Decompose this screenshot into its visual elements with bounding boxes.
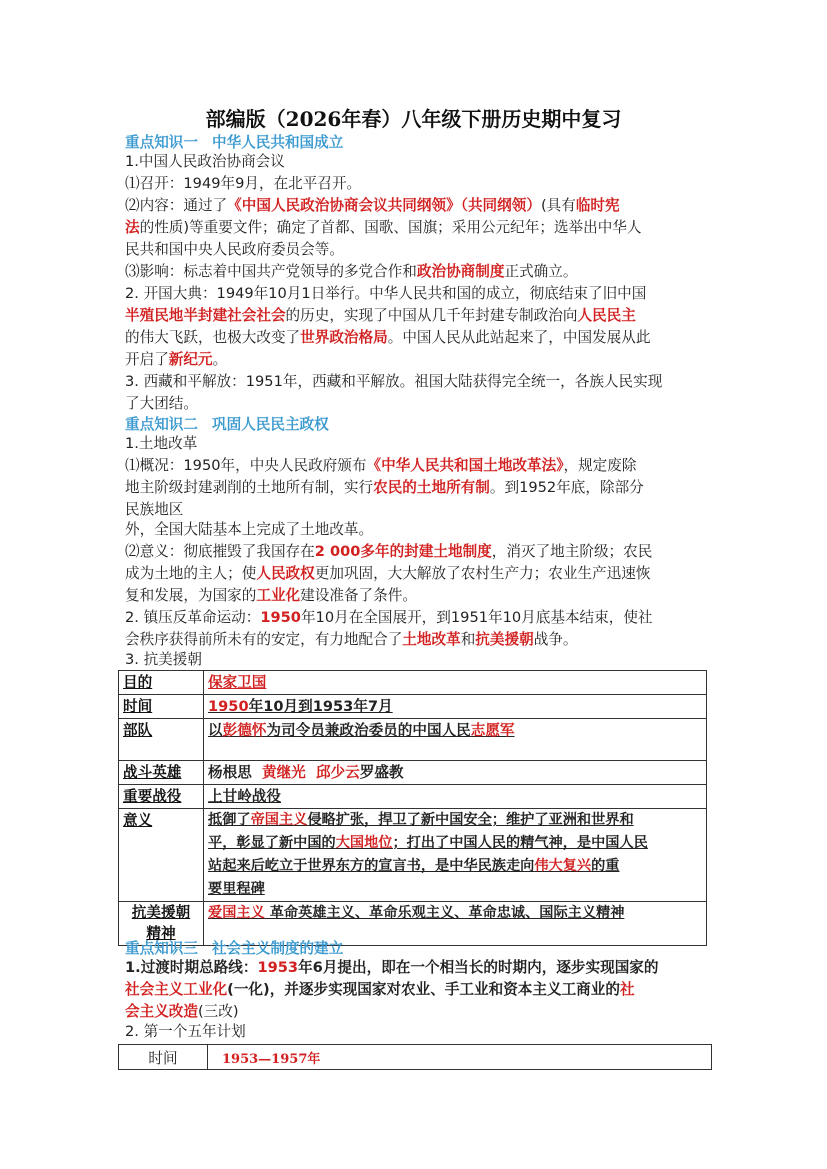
- paragraph-line: 2. 第一个五年计划: [125, 1023, 246, 1040]
- table-value: 以彭德怀为司令员兼政治委员的中国人民志愿军: [204, 719, 707, 761]
- table-value: 抵御了帝国主义侵略扩张，捍卫了新中国安全；维护了亚洲和世界和 平，彰显了新中国的大国地位；打出了中国人民的精气神，是中国人民 站起来后屹立于世界东方的宣言书，是中华民族走向伟大复兴的重 要里程碑: [204, 809, 707, 902]
- table-row: [119, 785, 707, 809]
- page-title: 部编版（2026年春）八年级下册历史期中复习: [205, 107, 622, 131]
- section-title: 中华人民共和国成立: [211, 134, 344, 151]
- paragraph-line: 成为土地的主人；使人民政权更加巩固，大大解放了农村生产力；农业生产迅速恢: [125, 565, 651, 582]
- table-key: 时间: [119, 1045, 208, 1070]
- paragraph-line: 1.中国人民政治协商会议: [125, 153, 285, 170]
- paragraph-line: 2. 开国大典：1949年10月1日举行。中华人民共和国的成立，彻底结束了旧中国: [125, 285, 647, 302]
- paragraph-line: 半殖民地半封建社会社会的历史，实现了中国从几千年封建专制政治向人民民主: [125, 307, 636, 324]
- table-key: 时间: [119, 695, 204, 719]
- table-row: [119, 695, 707, 719]
- paragraph-line: 会主义改造(三改): [125, 1003, 239, 1020]
- section-label: 重点知识三: [125, 940, 198, 957]
- table-key: 战斗英雄: [119, 761, 204, 785]
- paragraph-line: ⑶影响：标志着中国共产党领导的多党合作和政治协商制度正式确立。: [125, 263, 578, 280]
- five-year-plan-table: [118, 1044, 712, 1070]
- table-value: 上甘岭战役: [204, 785, 707, 809]
- paragraph-line: 民族地区: [125, 501, 184, 518]
- table-key: 重要战役: [119, 785, 204, 809]
- paragraph-line: 法的性质)等重要文件；确定了首都、国歌、国旗；采用公元纪年；选举出中华人: [125, 219, 642, 236]
- table-row: [119, 761, 707, 785]
- paragraph-line: 复和发展，为国家的工业化建设准备了条件。: [125, 587, 417, 604]
- table-value: 1953—1957年: [208, 1045, 712, 1070]
- paragraph-line: 外，全国大陆基本上完成了土地改革。: [125, 521, 374, 538]
- paragraph-line: 民共和国中央人民政府委员会等。: [125, 241, 344, 258]
- table-value: 杨根思 黄继光 邱少云罗盛教: [204, 761, 707, 785]
- table-row: [119, 671, 707, 695]
- table-key: 抗美援朝 精神: [119, 902, 204, 946]
- table-row: [119, 719, 707, 761]
- table-key: 目的: [119, 671, 204, 695]
- section-label: 重点知识一: [125, 134, 198, 151]
- paragraph-line: ⑵内容：通过了《中国人民政治协商会议共同纲领》（共同纲领）(具有临时宪: [125, 197, 620, 214]
- section-heading-2: [125, 413, 329, 434]
- paragraph-line: 开启了新纪元。: [125, 351, 228, 368]
- section-heading-1: [125, 131, 343, 152]
- paragraph-line: ⑵意义：彻底摧毁了我国存在2 000多年的封建土地制度，消灭了地主阶级；农民: [125, 543, 653, 560]
- paragraph-line: ⑴概况：1950年，中央人民政府颁布《中华人民共和国土地改革法》，规定废除: [125, 457, 637, 474]
- section-title: 巩固人民民主政权: [211, 416, 329, 433]
- section-heading-3: [125, 937, 343, 958]
- table-row: [119, 809, 707, 902]
- paragraph-line: ⑴召开：1949年9月，在北平召开。: [125, 175, 362, 192]
- paragraph-line: 1.过渡时期总路线：1953年6月提出，即在一个相当长的时期内，逐步实现国家的: [125, 959, 659, 976]
- table-value: 保家卫国: [204, 671, 707, 695]
- paragraph-line: 的伟大飞跃，也极大改变了世界政治格局。中国人民从此站起来了，中国发展从此: [125, 329, 651, 346]
- table-key: 意义: [119, 809, 204, 902]
- paragraph-line: 了大团结。: [125, 395, 198, 412]
- paragraph-line: 地主阶级封建剥削的土地所有制，实行农民的土地所有制。到1952年底，除部分: [125, 479, 644, 496]
- paragraph-line: 2. 镇压反革命运动：1950年10月在全国展开，到1951年10月底基本结束，使社: [125, 609, 653, 626]
- paragraph-line: 3. 抗美援朝: [125, 651, 202, 668]
- korea-war-table: [118, 670, 707, 946]
- paragraph-line: 社会主义工业化(一化)，并逐步实现国家对农业、手工业和资本主义工商业的社: [125, 981, 635, 998]
- table-value: 爱国主义 革命英雄主义、革命乐观主义、革命忠诚、国际主义精神: [204, 902, 707, 946]
- paragraph-line: 3. 西藏和平解放：1951年，西藏和平解放。祖国大陆获得完全统一，各族人民实现: [125, 373, 663, 390]
- paragraph-line: 会秩序获得前所未有的安定，有力地配合了土地改革和抗美援朝战争。: [125, 631, 578, 648]
- paragraph-line: 1.土地改革: [125, 435, 198, 452]
- section-label: 重点知识二: [125, 416, 198, 433]
- table-value: 1950年10月到1953年7月: [204, 695, 707, 719]
- section-title: 社会主义制度的建立: [211, 940, 344, 957]
- table-key: 部队: [119, 719, 204, 761]
- table-row: [119, 1045, 712, 1070]
